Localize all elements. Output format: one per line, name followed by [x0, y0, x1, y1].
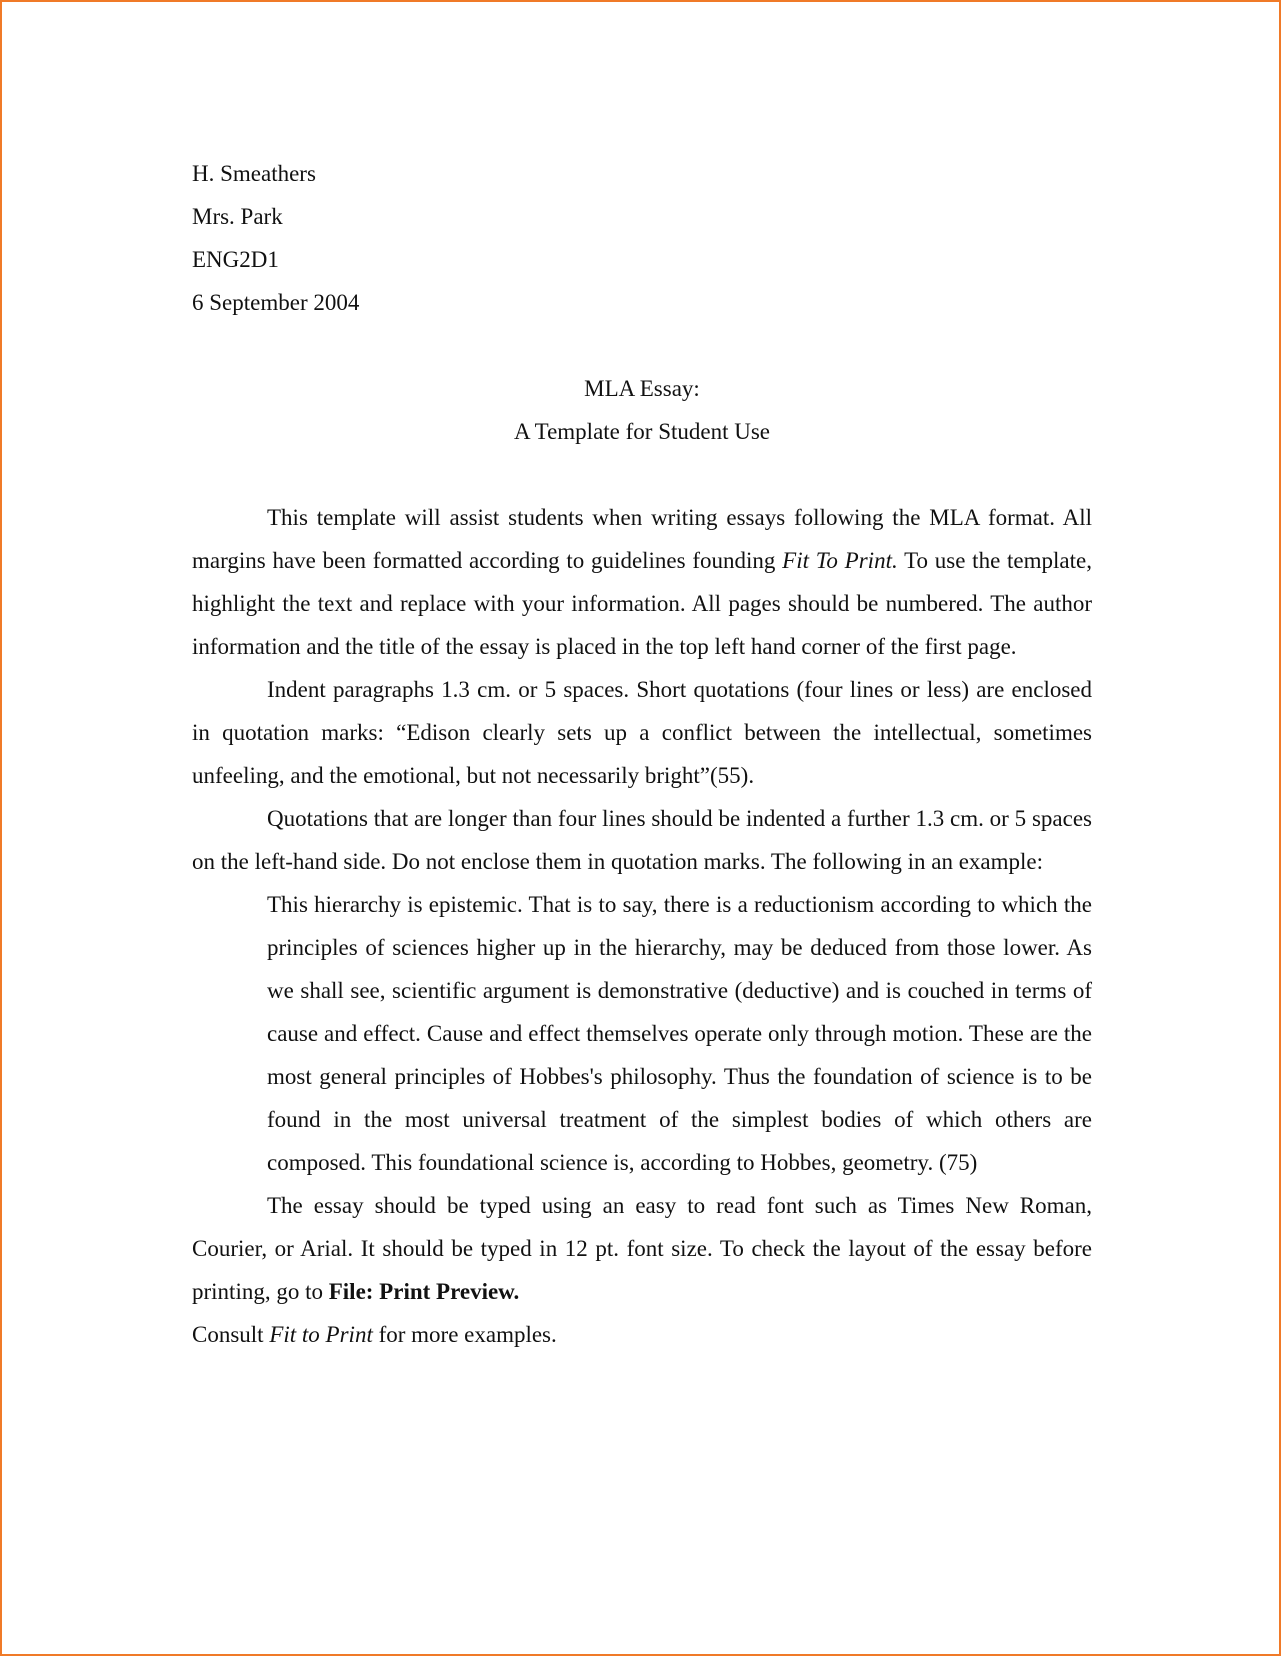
- paragraph-intro-text-1: This template will assist students when writing essays following the MLA format. All margins have been formatted according to guidelines founding: [192, 505, 1092, 573]
- title-line-1: MLA Essay:: [584, 376, 700, 401]
- paragraph-consult-text-1: Consult: [192, 1322, 270, 1347]
- block-quotation: This hierarchy is epistemic. That is to say, there is a reductionism according to which the principles of sciences higher up in the hierarchy, may be deduced from those lower. As we shall see, scientific argument is demonstrative (deductive) and is couched in terms of cause and effect. Cause and effect themselves operate only through motion. These are the most general principles of Hobbes's philosophy. Thus the foundation of science is to be found in the most universal treatment of the simplest bodies of which others are composed. This foundational science is, according to Hobbes, geometry. (75): [267, 892, 1092, 1175]
- paragraph-intro: [192, 496, 1092, 668]
- course-code: ENG2D1: [192, 247, 279, 272]
- print-preview-instruction: File: Print Preview.: [328, 1279, 520, 1304]
- fit-to-print-reference: Fit To Print.: [782, 548, 898, 573]
- fit-to-print-title: Fit to Print: [269, 1322, 373, 1347]
- paragraph-consult: [192, 1313, 1092, 1356]
- paragraph-font-guidance-text: The essay should be typed using an easy to read font such as Times New Roman, Courier, or Arial. It should be typed in 12 pt. font size. To check the layout of the essay before printing, go to: [192, 1193, 1092, 1304]
- author-name: H. Smeathers: [192, 161, 316, 186]
- title-line-2: A Template for Student Use: [513, 419, 771, 444]
- essay-date: 6 September 2004: [192, 290, 360, 315]
- document-content: [192, 152, 1092, 1356]
- essay-body: [192, 496, 1092, 1356]
- paragraph-short-quotations: Indent paragraphs 1.3 cm. or 5 spaces. Short quotations (four lines or less) are enclosed in quotation marks: “Edison clearly sets up a conflict between the intellectual, sometimes unfeeling, and the emotional, but not necessarily bright”(55).: [192, 677, 1092, 788]
- author-heading-block: [192, 152, 1092, 324]
- paragraph-font-guidance: [192, 1184, 1092, 1313]
- essay-title: [192, 367, 1092, 453]
- paragraph-intro-text-2: To use the template, highlight the text and replace with your information. All pages should be numbered. The author information and the title of the essay is placed in the top left hand corner of the first page.: [192, 548, 1092, 659]
- paragraph-long-quotations: Quotations that are longer than four lines should be indented a further 1.3 cm. or 5 spaces on the left-hand side. Do not enclose them in quotation marks. The following in an example:: [192, 806, 1092, 874]
- paragraph-consult-text-2: for more examples.: [372, 1322, 557, 1347]
- instructor-name: Mrs. Park: [192, 204, 283, 229]
